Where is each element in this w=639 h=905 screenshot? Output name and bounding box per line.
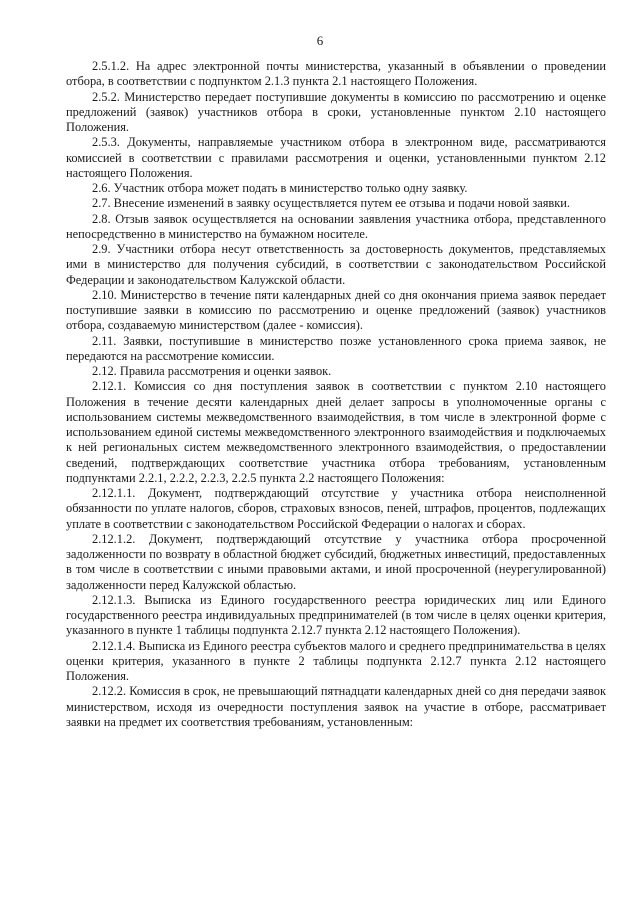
paragraph-2-11: 2.11. Заявки, поступившие в министерство позже установленного срока приема заявок, не передаются на рассмотрение комиссии. xyxy=(66,333,606,363)
paragraph-2-12-1-4: 2.12.1.4. Выписка из Единого реестра субъектов малого и среднего предпринимательства в целях оценки критерия, указанного в пункте 2 таблицы подпункта 2.12.7 пункта 2.12 настоящего Положения. xyxy=(66,638,606,683)
paragraph-2-12-1: 2.12.1. Комиссия со дня поступления заявок в соответствии с пунктом 2.10 настоящего Положения в течение десяти календарных дней делает запросы в уполномоченные органы с использованием системы межведомственного взаимодействия, в том числе в электронной форме с использованием единой системы межведомственного электронного взаимодействия и подключаемых к ней региональных систем межведомственного электронного взаимодействия, о предоставлении сведений, подтверждающих соответствие участника отбора требованиям, установленным подпунктами 2.2.1, 2.2.2, 2.2.3, 2.2.5 пункта 2.2 настоящего Положения: xyxy=(66,379,606,485)
paragraph-2-6: 2.6. Участник отбора может подать в министерство только одну заявку. xyxy=(92,181,468,195)
document-body xyxy=(66,59,606,730)
paragraph-2-12: 2.12. Правила рассмотрения и оценки заявок. xyxy=(92,364,332,378)
paragraph-2-12-1-2: 2.12.1.2. Документ, подтверждающий отсутствие у участника отбора просроченной задолженности по возврату в областной бюджет субсидий, бюджетных инвестиций, предоставленных в том числе в соответствии с иными правовыми актами, и иной просроченной (неурегулированной) задолженности перед Калужской областью. xyxy=(66,531,606,592)
paragraph-2-7: 2.7. Внесение изменений в заявку осуществляется путем ее отзыва и подачи новой заявки. xyxy=(92,196,571,211)
paragraph-2-12-1-3: 2.12.1.3. Выписка из Единого государственного реестра юридических лиц или Единого государственного реестра индивидуальных предпринимателей (в том числе в целях оценки критерия, указанного в пункте 1 таблицы подпункта 2.12.7 пункта 2.12 настоящего Положения). xyxy=(66,592,606,638)
paragraph-2-9: 2.9. Участники отбора несут ответственность за достоверность документов, представляемых ими в министерство для получения субсидий, в соответствии с законодательством Российской Федерации и законодательством Калужской области. xyxy=(66,242,606,287)
paragraph-2-12-2: 2.12.2. Комиссия в срок, не превышающий пятнадцати календарных дней со дня передачи заявок министерством, исходя из очередности поступления заявок на участие в отборе, рассматривает заявки на предмет их соответствия требованиям, установленным: xyxy=(66,684,606,729)
paragraph-2-10: 2.10. Министерство в течение пяти календарных дней со дня окончания приема заявок передает поступившие заявки в комиссию по рассмотрению и оценке предложений (заявок) участников отбора, создаваемую министерством (далее - комиссия). xyxy=(66,287,606,333)
paragraph-2-8: 2.8. Отзыв заявок осуществляется на основании заявления участника отбора, представленного непосредственно в министерство на бумажном носителе. xyxy=(66,211,606,241)
paragraph-2-5-3: 2.5.3. Документы, направляемые участником отбора в электронном виде, рассматриваются комиссией в соответствии с правилами рассмотрения и оценки, установленными пунктом 2.12 настоящего Положения. xyxy=(66,135,606,180)
paragraph-2-12-1-1: 2.12.1.1. Документ, подтверждающий отсутствие у участника отбора неисполненной обязанности по уплате налогов, сборов, страховых взносов, пеней, штрафов, процентов, подлежащих уплате в соответствии с законодательством Российской Федерации о налогах и сборах. xyxy=(66,486,606,531)
paragraph-2-5-1-2: 2.5.1.2. На адрес электронной почты министерства, указанный в объявлении о проведении отбора, в соответствии с подпунктом 2.1.3 пункта 2.1 настоящего Положения. xyxy=(66,59,606,89)
paragraph-2-5-2: 2.5.2. Министерство передает поступившие документы в комиссию по рассмотрению и оценке предложений (заявок) участников отбора в сроки, установленные пунктом 2.10 настоящего Положения. xyxy=(66,89,606,134)
page-number: 6 xyxy=(316,33,324,48)
